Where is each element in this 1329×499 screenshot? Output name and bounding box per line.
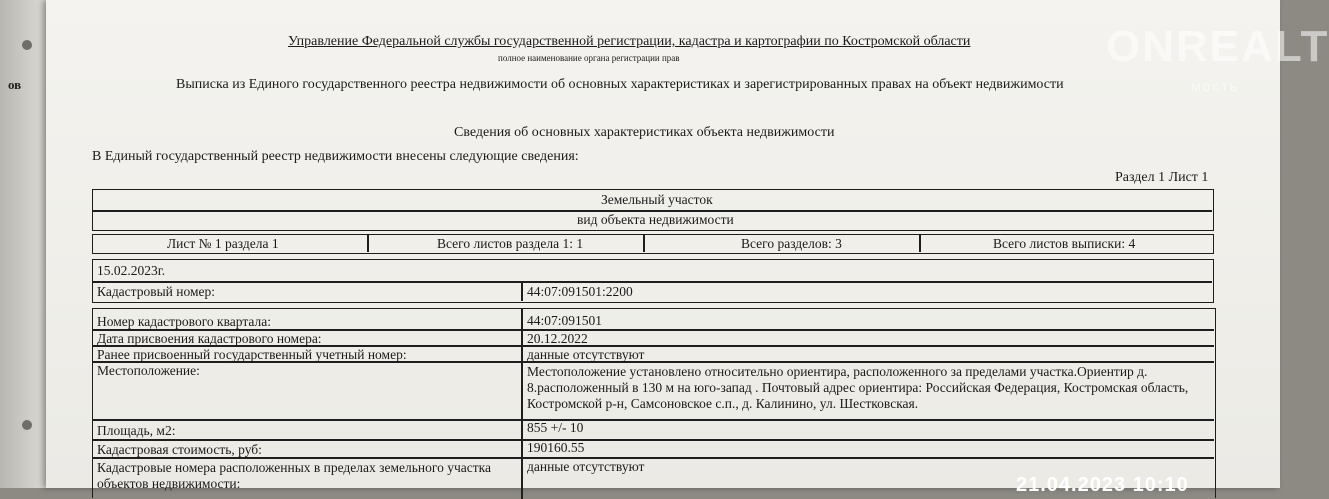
photo-timestamp: 21.04.2023 10:10 [1016,474,1189,496]
agency-name: Управление Федеральной службы государственной регистрации, кадастра и картографии по Костромской области [288,34,971,49]
agency-caption: полное наименование органа регистрации прав [498,53,680,63]
sheet-info-table [92,234,1214,254]
background-sheet-text: ов [8,77,22,92]
field-value: 855 +/- 10 [527,420,584,435]
section-title: Сведения об основных характеристиках объекта недвижимости [454,125,835,140]
field-label: Номер кадастрового квартала: [97,314,271,329]
field-value: 20.12.2022 [527,331,588,346]
total-section-sheets: Всего листов раздела 1: 1 [437,236,584,251]
field-value: Местоположение установлено относительно ориентира, расположенного за пределами участка.Ориентир д. 8.расположенный в 130 м на юго-запад . Почтовый адрес ориентира: Российская Федерация, Костромская область, Костромской р-н, Самсоновское с.п., д. Калинино, ул. Шестковская. [527,364,1189,411]
field-value: 190160.55 [527,440,585,455]
total-extract-sheets: Всего листов выписки: 4 [993,236,1136,251]
extract-date: 15.02.2023г. [97,263,166,278]
object-type-value: Земельный участок [601,192,713,207]
field-label: Ранее присвоенный государственный учетный номер: [97,347,407,362]
watermark-subtitle: мость [1191,78,1240,94]
sheet-of-section: Лист № 1 раздела 1 [167,236,279,251]
field-label: Местоположение: [97,363,200,378]
field-label: Площадь, м2: [97,423,176,438]
object-type-table [92,189,1214,231]
document-title: Выписка из Единого государственного реестра недвижимости об основных характеристиках и зарегистрированных правах на объект недвижимости [176,77,1064,92]
header-info-table [92,259,1214,303]
cadastral-number-value: 44:07:091501:2200 [527,284,633,299]
section-sheet-reference: Раздел 1 Лист 1 [1115,170,1209,185]
total-sections: Всего разделов: 3 [741,236,842,251]
punch-hole [22,420,32,430]
watermark: ONREALT [1106,22,1329,71]
field-label: Дата присвоения кадастрового номера: [97,331,322,346]
punch-hole [22,40,32,50]
field-value: данные отсутствуют [527,459,645,474]
field-label: Кадастровая стоимость, руб: [97,442,262,457]
document-page [46,0,1329,496]
field-value: 44:07:091501 [527,313,603,328]
field-value: данные отсутствуют [527,347,645,362]
intro-text: В Единый государственный реестр недвижимости внесены следующие сведения: [92,149,579,164]
field-label: Кадастровые номера расположенных в пределах земельного участка объектов недвижимости: [97,460,491,491]
characteristics-table [92,308,1216,498]
object-type-caption: вид объекта недвижимости [577,212,734,227]
cadastral-number-label: Кадастровый номер: [97,284,216,299]
